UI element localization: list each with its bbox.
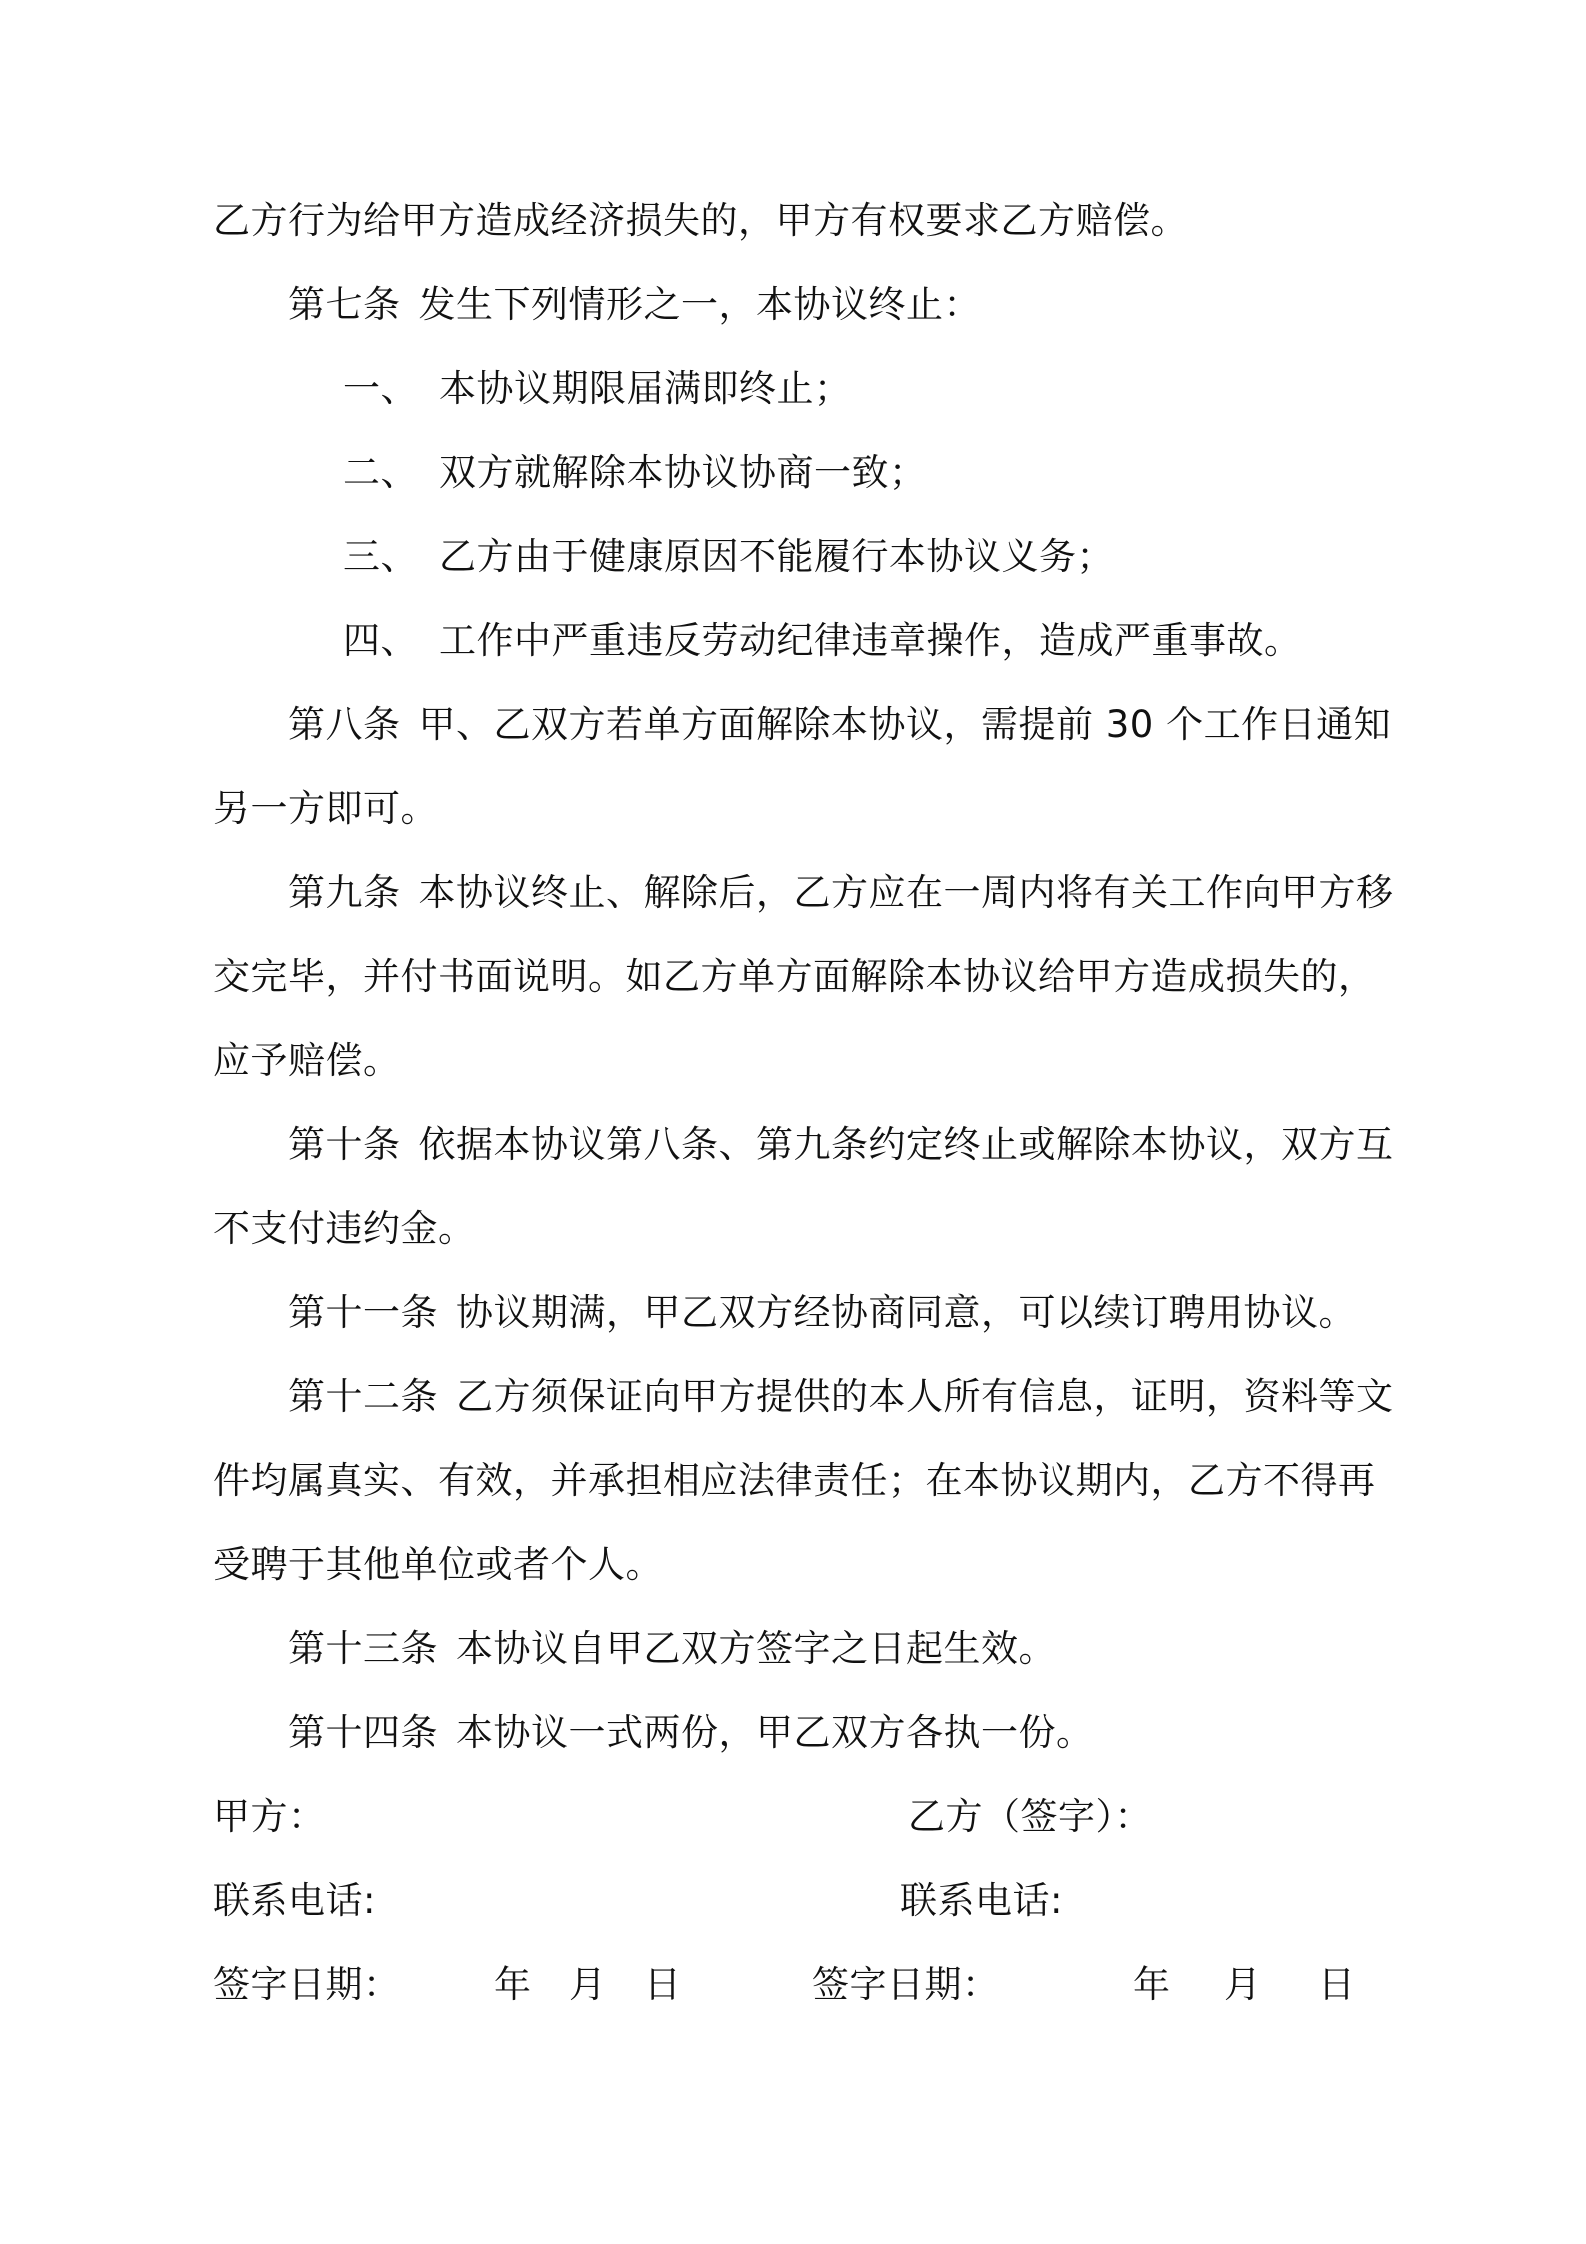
article-12-continuation: [213, 1540, 663, 1590]
date-b-month: 月: [1224, 1963, 1262, 2006]
article-text: 发生下列情形之一，本协议终止：: [418, 283, 981, 326]
article-title: 第十四条: [288, 1711, 438, 1754]
article-text: 协议期满，甲乙双方经协商同意，可以续订聘用协议。: [456, 1291, 1356, 1334]
article-11: [288, 1288, 1356, 1338]
date-a-day: 日: [644, 1963, 682, 2006]
list-numeral: 二、: [343, 451, 418, 494]
list-item: [343, 616, 1302, 666]
article-title: 第十三条: [288, 1627, 438, 1670]
list-item: [343, 532, 1114, 582]
article-title: 第十一条: [288, 1291, 438, 1334]
list-numeral: 四、: [343, 619, 418, 662]
list-numeral: 三、: [343, 535, 418, 578]
article-9-continuation: [213, 952, 1376, 1002]
party-a-label: 甲方：: [213, 1795, 326, 1838]
article-text: 依据本协议第八条、第九条约定终止或解除本协议，双方互: [418, 1123, 1394, 1166]
article-title: 第十二条: [288, 1375, 438, 1418]
article-text: 受聘于其他单位或者个人。: [213, 1543, 663, 1586]
continuation-line: [213, 196, 1188, 246]
article-title: 第十条: [288, 1123, 401, 1166]
list-text: 乙方由于健康原因不能履行本协议义务；: [439, 535, 1114, 578]
date-a-label: 签字日期：: [213, 1963, 401, 2006]
article-title: 第八条: [288, 703, 401, 746]
article-text: 另一方即可。: [213, 787, 438, 830]
article-text: 应予赔偿。: [213, 1039, 401, 1082]
party-b-label: 乙方（签字）：: [908, 1795, 1152, 1838]
article-text: 乙方须保证向甲方提供的本人所有信息，证明，资料等文: [456, 1375, 1394, 1418]
list-text: 本协议期限届满即终止；: [439, 367, 852, 410]
article-10: [288, 1120, 1394, 1170]
date-a-month: 月: [569, 1963, 607, 2006]
date-b-year: 年: [1133, 1963, 1171, 2006]
date-a-year: 年: [494, 1963, 532, 2006]
article-text: 件均属真实、有效，并承担相应法律责任；在本协议期内，乙方不得再: [213, 1459, 1376, 1502]
article-text: 交完毕，并付书面说明。如乙方单方面解除本协议给甲方造成损失的，: [213, 955, 1376, 998]
article-8-continuation: [213, 784, 438, 834]
article-text: 不支付违约金。: [213, 1207, 476, 1250]
phone-a-label: 联系电话:: [213, 1879, 376, 1922]
article-title: 第七条: [288, 283, 401, 326]
article-7: [288, 280, 981, 330]
article-text: 本协议终止、解除后，乙方应在一周内将有关工作向甲方移: [418, 871, 1394, 914]
list-item: [343, 364, 852, 414]
list-text: 工作中严重违反劳动纪律违章操作，造成严重事故。: [439, 619, 1302, 662]
phone-b-label: 联系电话:: [900, 1879, 1063, 1922]
article-9-continuation: [213, 1036, 401, 1086]
article-12-continuation: [213, 1456, 1376, 1506]
article-8: [288, 700, 1391, 750]
list-item: [343, 448, 927, 498]
article-14: [288, 1708, 1094, 1758]
article-text: 本协议自甲乙双方签字之日起生效。: [456, 1627, 1056, 1670]
list-text: 双方就解除本协议协商一致；: [439, 451, 927, 494]
article-10-continuation: [213, 1204, 476, 1254]
article-title: 第九条: [288, 871, 401, 914]
date-b-label: 签字日期：: [812, 1963, 1000, 2006]
article-text: 甲、乙双方若单方面解除本协议，需提前 30 个工作日通知: [418, 703, 1392, 746]
article-12: [288, 1372, 1394, 1422]
date-b-day: 日: [1318, 1963, 1356, 2006]
article-text: 本协议一式两份，甲乙双方各执一份。: [456, 1711, 1094, 1754]
article-13: [288, 1624, 1056, 1674]
list-numeral: 一、: [343, 367, 418, 410]
article-9: [288, 868, 1394, 918]
paragraph-text: 乙方行为给甲方造成经济损失的，甲方有权要求乙方赔偿。: [213, 199, 1188, 242]
